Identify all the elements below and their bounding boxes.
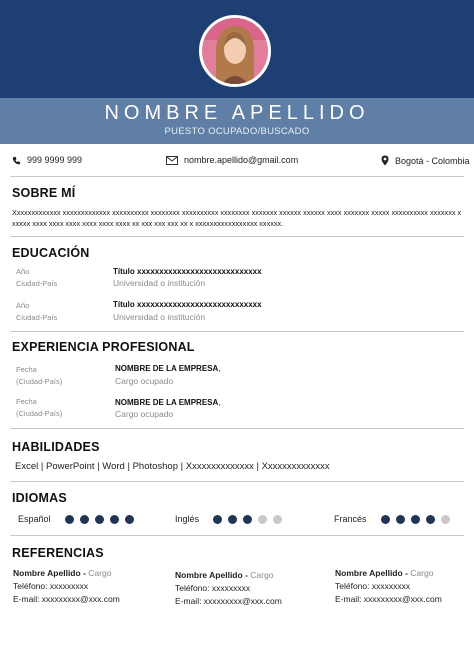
divider bbox=[10, 176, 464, 177]
experience-date: Fecha bbox=[16, 365, 37, 374]
language-name: Francés bbox=[334, 514, 367, 524]
job-title: PUESTO OCUPADO/BUSCADO bbox=[164, 126, 310, 137]
experience-company-suffix: , bbox=[218, 398, 221, 407]
education-school: Universidad o institución bbox=[113, 278, 206, 288]
reference-role: Cargo bbox=[250, 570, 274, 580]
language-level bbox=[213, 515, 282, 524]
section-heading-skills: HABILIDADES bbox=[12, 440, 100, 454]
language-level bbox=[65, 515, 134, 524]
education-place: Ciudad-País bbox=[16, 313, 58, 322]
phone-number: 999 9999 999 bbox=[27, 155, 83, 165]
reference-email[interactable]: E-mail: xxxxxxxxx@xxx.com bbox=[175, 596, 282, 606]
experience-position: Cargo ocupado bbox=[115, 409, 174, 419]
section-heading-education: EDUCACIÓN bbox=[12, 246, 90, 260]
email-address[interactable]: nombre.apellido@gmail.com bbox=[184, 155, 299, 165]
reference-header bbox=[175, 569, 282, 582]
profile-photo bbox=[199, 15, 271, 87]
envelope-icon bbox=[166, 156, 178, 165]
reference-name: Nombre Apellido bbox=[175, 570, 243, 580]
divider bbox=[10, 535, 464, 536]
language-item bbox=[175, 514, 282, 524]
level-dot-empty bbox=[258, 515, 267, 524]
experience-place: (Ciudad-País) bbox=[16, 377, 63, 386]
education-year: Año bbox=[16, 301, 30, 310]
section-heading-about: SOBRE MÍ bbox=[12, 186, 76, 200]
contact-email bbox=[166, 155, 298, 165]
experience-company-name: NOMBRE DE LA EMPRESA bbox=[115, 398, 219, 407]
language-level bbox=[381, 515, 450, 524]
level-dot-filled bbox=[228, 515, 237, 524]
reference-role: Cargo bbox=[88, 568, 112, 578]
education-place: Ciudad-País bbox=[16, 279, 58, 288]
section-heading-languages: IDIOMAS bbox=[12, 491, 67, 505]
reference-separator: - bbox=[242, 570, 251, 580]
location-text: Bogotá - Colombia bbox=[395, 155, 470, 166]
about-text: Xxxxxxxxxxxxx xxxxxxxxxxxxx xxxxxxxxxx xxxxxxxx xxxxxxxxxx xxxxxxxx xxxxxxx xxxxxx xxxxxx xxxx xxxxxxx xxxxx xxxxxxxxxx xxxxxxx xxxxxx xxxx xxxx xxxx xxxx xxxx xxxx xx xxx xxx xxx xx x xxxxxxxxxxxxxxxxx xxxxxx. bbox=[12, 208, 462, 228]
level-dot-filled bbox=[65, 515, 74, 524]
education-title: Título xxxxxxxxxxxxxxxxxxxxxxxxxxxx bbox=[113, 300, 262, 309]
reference-role: Cargo bbox=[410, 568, 434, 578]
level-dot-filled bbox=[411, 515, 420, 524]
section-heading-experience: EXPERIENCIA PROFESIONAL bbox=[12, 340, 195, 354]
divider bbox=[10, 236, 464, 237]
reference-email[interactable]: E-mail: xxxxxxxxx@xxx.com bbox=[335, 594, 442, 604]
reference-item bbox=[175, 569, 282, 608]
reference-phone: Teléfono: xxxxxxxxx bbox=[335, 581, 411, 591]
reference-header bbox=[13, 567, 120, 580]
reference-phone: Teléfono: xxxxxxxxx bbox=[175, 583, 251, 593]
section-heading-references: REFERENCIAS bbox=[12, 546, 104, 560]
divider bbox=[10, 428, 464, 429]
reference-item bbox=[13, 567, 120, 606]
contact-location bbox=[381, 155, 470, 166]
contact-phone bbox=[12, 155, 82, 165]
level-dot-filled bbox=[396, 515, 405, 524]
experience-position: Cargo ocupado bbox=[115, 376, 174, 386]
level-dot-filled bbox=[213, 515, 222, 524]
level-dot-filled bbox=[110, 515, 119, 524]
experience-company bbox=[115, 364, 221, 373]
experience-company-name: NOMBRE DE LA EMPRESA bbox=[115, 364, 219, 373]
reference-separator: - bbox=[402, 568, 411, 578]
experience-place: (Ciudad-País) bbox=[16, 409, 63, 418]
divider bbox=[10, 481, 464, 482]
reference-phone: Teléfono: xxxxxxxxx bbox=[13, 581, 89, 591]
phone-icon bbox=[12, 156, 21, 165]
reference-name: Nombre Apellido bbox=[13, 568, 81, 578]
education-title: Título xxxxxxxxxxxxxxxxxxxxxxxxxxxx bbox=[113, 267, 262, 276]
education-school: Universidad o institución bbox=[113, 312, 206, 322]
experience-company-suffix: , bbox=[218, 364, 221, 373]
level-dot-filled bbox=[125, 515, 134, 524]
experience-date: Fecha bbox=[16, 397, 37, 406]
reference-separator: - bbox=[80, 568, 89, 578]
language-item bbox=[18, 514, 134, 524]
language-name: Español bbox=[18, 514, 51, 524]
level-dot-filled bbox=[80, 515, 89, 524]
level-dot-filled bbox=[426, 515, 435, 524]
level-dot-empty bbox=[441, 515, 450, 524]
education-year: Año bbox=[16, 267, 30, 276]
profile-photo-image bbox=[202, 18, 268, 84]
reference-item bbox=[335, 567, 442, 606]
experience-company bbox=[115, 398, 221, 407]
level-dot-filled bbox=[243, 515, 252, 524]
divider bbox=[10, 331, 464, 332]
level-dot-filled bbox=[95, 515, 104, 524]
language-name: Inglés bbox=[175, 514, 200, 524]
reference-header bbox=[335, 567, 442, 580]
full-name: NOMBRE APELLIDO bbox=[104, 102, 370, 124]
level-dot-filled bbox=[381, 515, 390, 524]
map-pin-icon bbox=[381, 155, 389, 166]
language-item bbox=[334, 514, 450, 524]
reference-email[interactable]: E-mail: xxxxxxxxx@xxx.com bbox=[13, 594, 120, 604]
skills-list: Excel | PowerPoint | Word | Photoshop | Xxxxxxxxxxxxxx | Xxxxxxxxxxxxxx bbox=[15, 461, 330, 472]
level-dot-empty bbox=[273, 515, 282, 524]
reference-name: Nombre Apellido bbox=[335, 568, 403, 578]
